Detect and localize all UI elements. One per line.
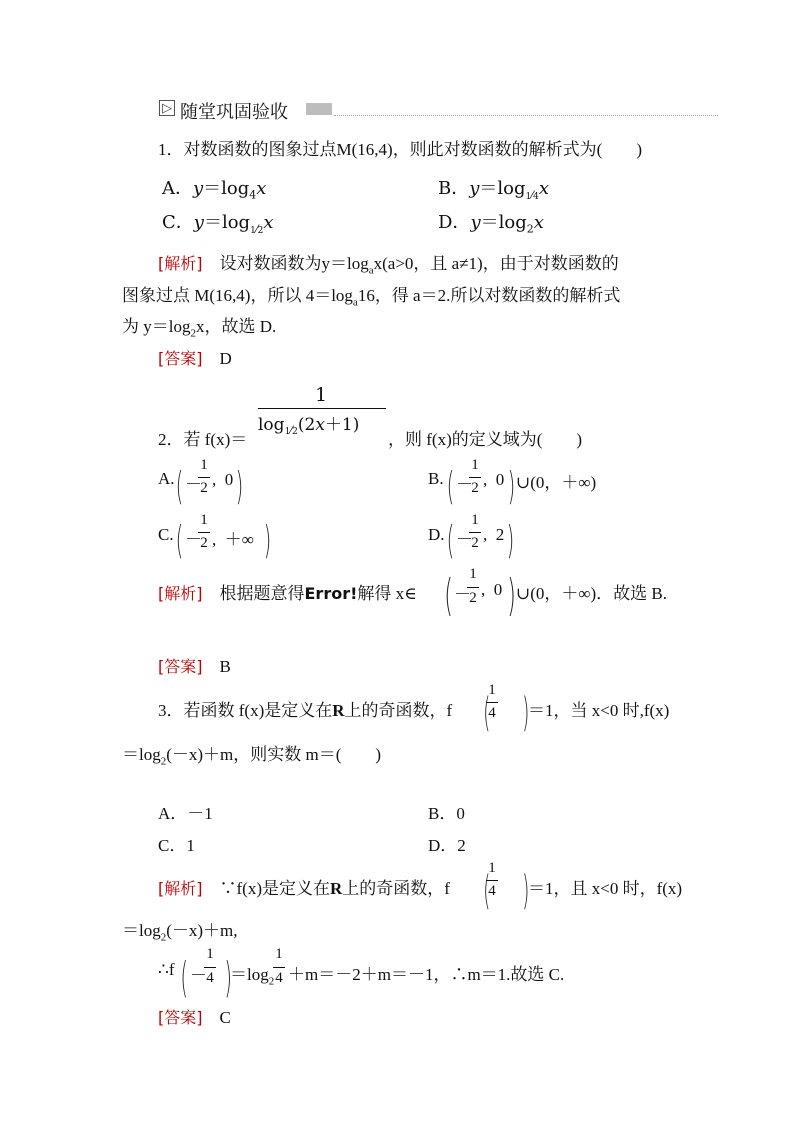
q3-stem-line1: 3．若函数 f(x)是定义在R上的奇函数，f — [158, 701, 453, 720]
q2-c-minus: － — [185, 530, 202, 549]
q2-d-frac-num: 1 — [471, 512, 479, 528]
q3-exp3-log: $=\log_2$ — [230, 965, 275, 988]
q3-exp-frac-den: 4 — [488, 883, 496, 899]
q1-answer: [答案] D — [158, 349, 232, 368]
q2-a-rest: , 0 — [212, 470, 234, 489]
q2-option-b-label: B. — [428, 469, 444, 488]
q3-option-a: A．－1 — [158, 804, 213, 823]
paren-close: ) — [506, 518, 515, 562]
q3-exp3-frac-den: 4 — [206, 970, 214, 986]
q3-exp3-frac2-bar — [273, 967, 285, 968]
q3-exp-frac-num: 1 — [488, 860, 496, 876]
q3-frac-num: 1 — [488, 682, 496, 698]
q1-explanation-line1: [解析] 设对数函数为$y=\log_ax(a>0$，且 a≠1)，由于对数函数的 — [158, 254, 619, 277]
q3-option-c: C．1 — [158, 836, 195, 855]
q3-exp3-frac2-num: 1 — [275, 946, 283, 962]
paren-close: ) — [235, 464, 244, 508]
q2-exp-frac-den: 2 — [469, 590, 477, 606]
paren-close: ) — [507, 464, 516, 508]
title-decoration-bar — [306, 103, 332, 115]
q1-explanation-line3: 为 $y=\log_2x$，故选 D. — [122, 317, 277, 340]
q3-exp3-therefore: ∴f — [158, 960, 175, 979]
paren-open: ( — [180, 953, 188, 1002]
q2-c-frac-den: 2 — [200, 535, 208, 551]
q2-b-frac-bar — [469, 477, 481, 478]
q2-c-rest: , ＋∞ — [212, 530, 254, 549]
q2-exp-frac-num: 1 — [469, 566, 477, 582]
q3-explanation-line2: $=\log_2(-x)+m$, — [122, 921, 238, 944]
q3-exp3-frac-bar — [204, 967, 216, 968]
paren-close: ) — [507, 570, 516, 621]
paren-open: ( — [483, 868, 491, 914]
q2-b-union: ∪(0，＋∞) — [516, 473, 597, 492]
q2-c-frac-num: 1 — [200, 512, 208, 528]
q3-exp3-frac2-den: 4 — [275, 970, 283, 986]
q2-frac-bar — [258, 408, 386, 409]
q2-d-frac-den: 2 — [471, 535, 479, 551]
q2-option-a-label: A. — [158, 469, 175, 488]
q3-stem-line2: $=\log_2(-x)+m$，则实数 m＝( ) — [122, 745, 382, 768]
q2-option-d-label: D. — [428, 525, 445, 544]
q2-explanation: [解析] 根据题意得Error!解得 x∈ — [158, 584, 417, 603]
q2-b-rest: , 0 — [483, 470, 505, 489]
q2-a-frac-num: 1 — [200, 457, 208, 473]
error-text: Error! — [304, 584, 358, 603]
q2-exp-zero: , 0 — [481, 580, 503, 599]
q2-c-frac-bar — [198, 532, 210, 533]
q1-explanation-line2: 图象过点 M(16,4)，所以 $4=\log_a16$，得 a＝2.所以对数函数的解析式 — [122, 286, 621, 309]
paren-open: ( — [446, 464, 455, 508]
paren-close: ) — [522, 690, 530, 736]
q3-option-b: B．0 — [428, 804, 465, 823]
section-title: 随堂巩固验收 — [180, 102, 288, 123]
paren-open: ( — [483, 690, 491, 736]
play-arrow-icon: ▷ — [162, 101, 172, 116]
q2-a-frac-bar — [198, 477, 210, 478]
q2-stem-suffix: ，则 f(x)的定义域为( ) — [388, 430, 583, 449]
q2-a-frac-den: 2 — [200, 480, 208, 496]
paren-close: ) — [263, 518, 272, 562]
q1-explanation-tag: [解析] — [158, 254, 203, 273]
paren-close: ) — [224, 953, 232, 1002]
q3-exp3-tail: ＋m＝－2＋m＝－1，∴m＝1.故选 C. — [288, 965, 565, 984]
q3-explanation-line1-tail: ＝1，且 x<0 时，f(x) — [528, 879, 683, 898]
q2-answer: [答案] B — [158, 657, 231, 676]
q2-frac-denominator: $\log_{1⁄2}(2x+1)$ — [258, 415, 360, 438]
q3-option-d: D．2 — [428, 836, 466, 855]
q1-stem: 1．对数函数的图象过点M(16,4)，则此对数函数的解析式为( ) — [158, 140, 643, 159]
q2-d-rest: , 2 — [483, 525, 505, 544]
q2-d-minus: － — [456, 530, 473, 549]
q2-a-minus: － — [185, 475, 202, 494]
q2-exp-tail: ∪(0，＋∞)．故选 B. — [516, 584, 668, 603]
q3-exp3-frac-num: 1 — [206, 946, 214, 962]
q3-answer: [答案] C — [158, 1008, 231, 1027]
q1-option-a: A．$y=\log_4x$ — [162, 178, 267, 202]
paren-close: ) — [522, 868, 530, 914]
paren-open: ( — [444, 570, 453, 621]
q3-stem-line1-tail: ＝1，当 x<0 时,f(x) — [528, 701, 670, 720]
paren-open: ( — [446, 518, 455, 562]
q2-b-minus: － — [456, 475, 473, 494]
q2-b-frac-den: 2 — [471, 480, 479, 496]
dotted-rule — [334, 115, 718, 116]
q2-b-frac-num: 1 — [471, 457, 479, 473]
paren-open: ( — [175, 518, 184, 562]
q2-exp-minus: － — [454, 585, 471, 604]
q3-exp3-minus: － — [190, 966, 207, 985]
q2-option-c-label: C. — [158, 525, 174, 544]
q1-option-b: B．$y=\log_{1⁄4}x$ — [438, 178, 549, 202]
q1-option-d: D．$y=\log_2x$ — [438, 212, 544, 236]
paren-open: ( — [175, 464, 184, 508]
q3-explanation-line1: [解析] ∵f(x)是定义在R上的奇函数，f — [158, 879, 450, 898]
q2-d-frac-bar — [469, 532, 481, 533]
q1-option-c: C．$y=\log_{1⁄2}x$ — [162, 212, 274, 236]
q2-exp-frac-bar — [467, 587, 479, 588]
q2-frac-numerator: 1 — [315, 384, 328, 406]
q3-frac-den: 4 — [488, 705, 496, 721]
q2-stem-prefix: 2．若 f(x)＝ — [158, 430, 248, 449]
